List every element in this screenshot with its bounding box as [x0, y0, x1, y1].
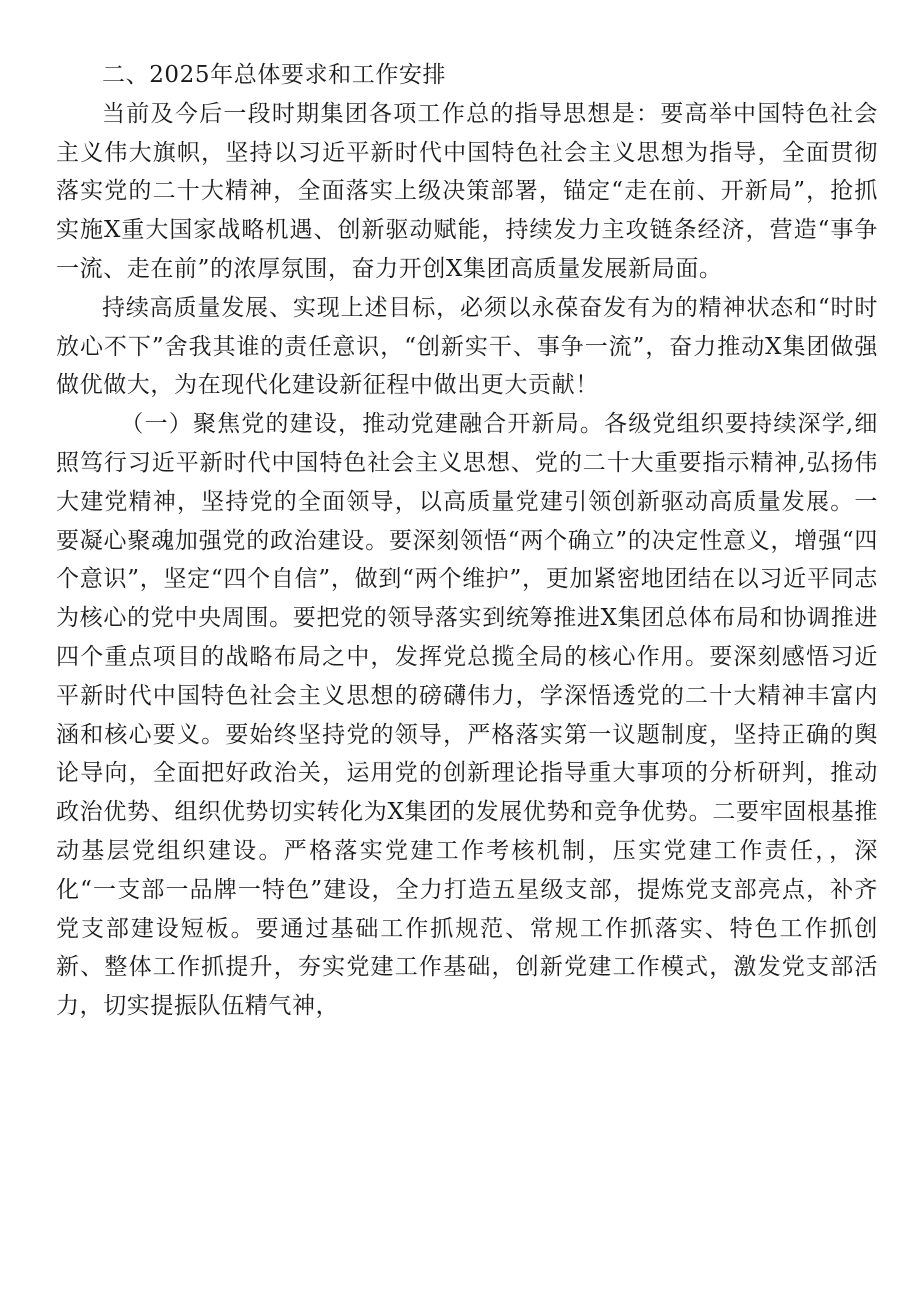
section-heading: 二、2025年总体要求和工作安排: [102, 62, 447, 88]
document-body: [56, 56, 878, 1026]
paragraph-guiding-thought: 当前及今后一段时期集团各项工作总的指导思想是：要高举中国特色社会主义伟大旗帜，坚持以习近平新时代中国特色社会主义思想为指导，全面贯彻落实党的二十大精神，全面落实上级决策部署，锚定“走在前、开新局”，抢抓实施X重大国家战略机遇、创新驱动赋能，持续发力主攻链条经济，营造“事争一流、走在前”的浓厚氛围，奋力开创X集团高质量发展新局面。: [56, 100, 878, 282]
paragraph-party-building: （一）聚焦党的建设，推动党建融合开新局。各级党组织要持续深学,细照笃行习近平新时代中国特色社会主义思想、党的二十大重要指示精神,弘扬伟大建党精神，坚持党的全面领导，以高质量党建引领创新驱动高质量发展。一要凝心聚魂加强党的政治建设。要深刻领悟“两个确立”的决定性意义，增强“四个意识”，坚定“四个自信”，做到“两个维护”，更加紧密地团结在以习近平同志为核心的党中央周围。要把党的领导落实到统筹推进X集团总体布局和协调推进四个重点项目的战略布局之中，发挥党总揽全局的核心作用。要深刻感悟习近平新时代中国特色社会主义思想的磅礴伟力，学深悟透党的二十大精神丰富内涵和核心要义。要始终坚持党的领导，严格落实第一议题制度，坚持正确的舆论导向，全面把好政治关，运用党的创新理论指导重大事项的分析研判，推动政治优势、组织优势切实转化为X集团的发展优势和竞争优势。二要牢固根基推动基层党组织建设。严格落实党建工作考核机制，压实党建工作责任，，深化“一支部一品牌一特色”建设，全力打造五星级支部，提炼党支部亮点，补齐党支部建设短板。要通过基础工作抓规范、常规工作抓落实、特色工作抓创新、整体工作抓提升，夯实党建工作基础，创新党建工作模式，激发党支部活力，切实提振队伍精气神，: [56, 411, 878, 1020]
paragraph-goals: 持续高质量发展、实现上述目标，必须以永葆奋发有为的精神状态和“时时放心不下”舍我其谁的责任意识，“创新实干、事争一流”，奋力推动X集团做强做优做大，为在现代化建设新征程中做出更大贡献！: [56, 294, 878, 399]
